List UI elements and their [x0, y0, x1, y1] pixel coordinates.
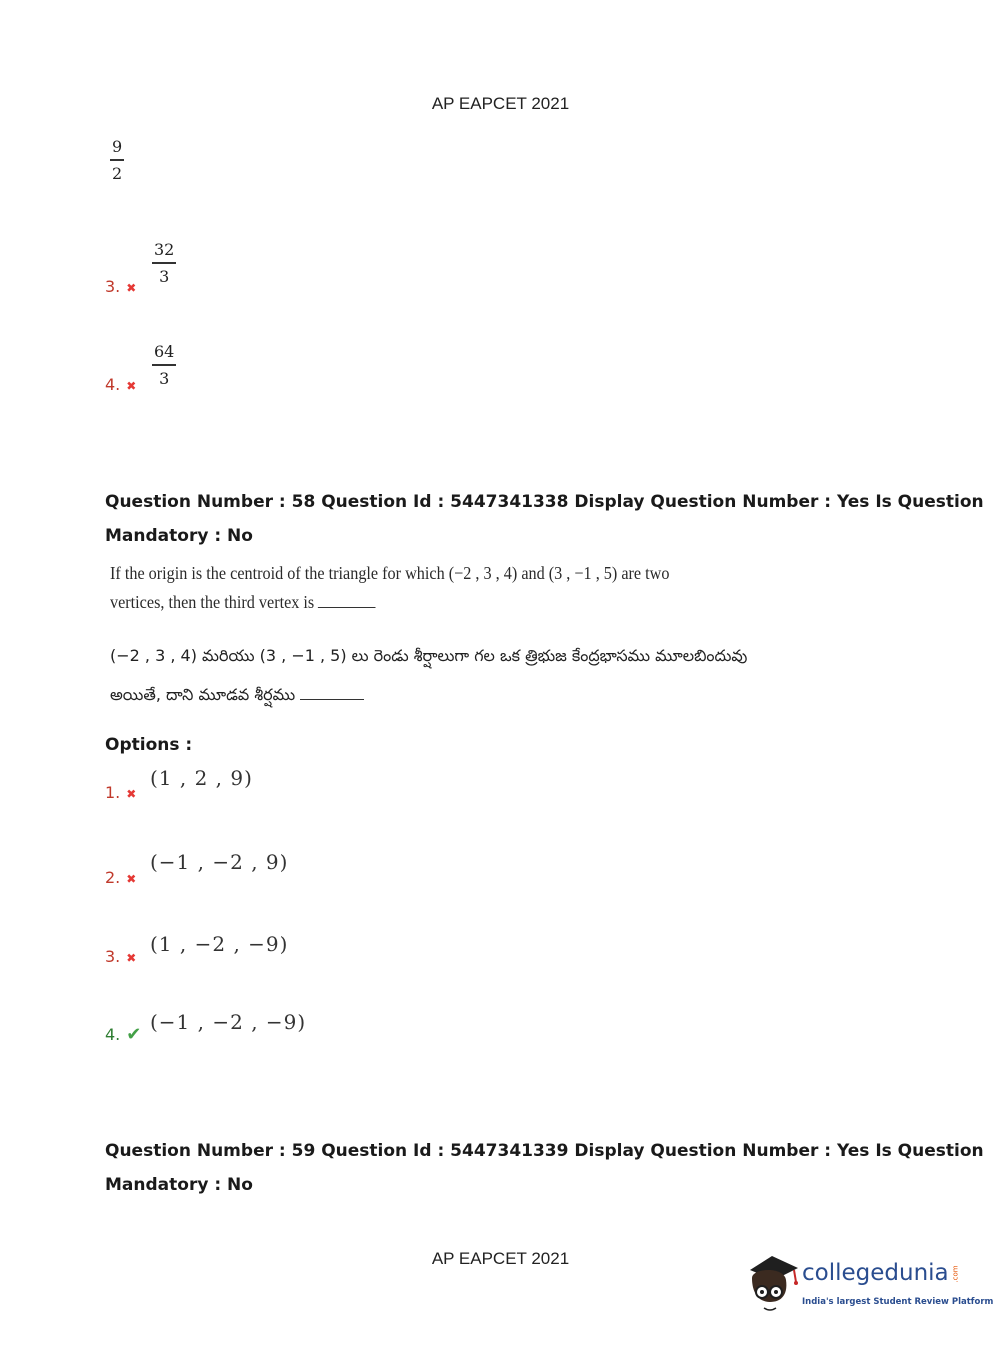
prev-option-3-number	[105, 277, 136, 296]
prev-option-4-number	[105, 375, 136, 394]
question-59-meta-line2: Mandatory : No	[105, 1175, 253, 1195]
page-header: AP EAPCET 2021	[431, 94, 570, 113]
english-line2-text: vertices, then the third vertex is	[110, 592, 315, 612]
options-label: Options :	[105, 735, 193, 755]
prev-option-4-fraction	[152, 342, 176, 388]
wrong-mark-icon: ✖	[126, 787, 137, 801]
fraction-numerator: 32	[154, 240, 175, 259]
logo-suffix: .com	[951, 1264, 960, 1283]
fraction-denominator: 3	[159, 369, 170, 388]
q58-option-1-value: (1 , 2 , 9)	[150, 766, 253, 790]
question-58-english-line1: If the origin is the centroid of the triangle for which (−2 , 3 , 4) and (3 , −1 , 5) are two	[110, 563, 670, 583]
question-58-meta-line2: Mandatory : No	[105, 526, 253, 546]
q58-option-2-value: (−1 , −2 , 9)	[150, 850, 289, 874]
q58-option-3-value: (1 , −2 , −9)	[150, 932, 289, 956]
wrong-mark-icon: ✖	[126, 281, 137, 295]
answer-blank	[300, 685, 364, 700]
q58-option-2-number	[105, 868, 136, 887]
option-number: 3.	[105, 277, 121, 296]
wrong-mark-icon: ✖	[126, 379, 137, 393]
collegedunia-logo	[742, 1250, 994, 1320]
logo-tagline: India's largest Student Review Platform	[802, 1297, 994, 1307]
fraction-denominator: 3	[159, 267, 170, 286]
wrong-mark-icon: ✖	[126, 872, 137, 886]
question-58-meta-line1: Question Number : 58 Question Id : 5447341338 Display Question Number : Yes Is Question	[105, 492, 984, 512]
logo-wordmark	[802, 1260, 964, 1286]
option-number: 1.	[105, 783, 121, 802]
q58-option-4-number	[105, 1024, 141, 1045]
prev-option-3-fraction	[152, 240, 176, 286]
fraction-numerator: 64	[154, 342, 175, 361]
option-number: 4.	[105, 375, 121, 394]
question-58-telugu-line2	[110, 685, 364, 708]
question-58-english-line2	[110, 592, 376, 613]
mascot-icon	[742, 1250, 802, 1320]
fraction-denominator: 2	[112, 164, 123, 183]
answer-blank	[318, 593, 376, 608]
fraction-option-top	[110, 137, 124, 183]
fraction-bar	[110, 159, 124, 161]
q58-option-3-number	[105, 947, 136, 966]
telugu-line2-text: అయితే, దాని మూడవ శీర్షము	[110, 685, 296, 704]
fraction-bar	[152, 364, 176, 366]
option-number: 3.	[105, 947, 121, 966]
wrong-mark-icon: ✖	[126, 951, 137, 965]
page-footer: AP EAPCET 2021	[431, 1249, 570, 1268]
logo-name-text: collegedunia	[802, 1260, 949, 1286]
check-mark-icon: ✔	[126, 1024, 142, 1045]
option-number: 2.	[105, 868, 121, 887]
question-59-meta-line1: Question Number : 59 Question Id : 5447341339 Display Question Number : Yes Is Question	[105, 1141, 984, 1161]
fraction-bar	[152, 262, 176, 264]
question-58-telugu-line1: (−2 , 3 , 4) మరియు (3 , −1 , 5) లు రెండు శీర్షాలుగా గల ఒక త్రిభుజ కేంద్రభాసము మూలబిందువు	[110, 646, 748, 665]
option-number: 4.	[105, 1025, 121, 1044]
fraction-numerator: 9	[112, 137, 123, 156]
q58-option-4-value: (−1 , −2 , −9)	[150, 1010, 307, 1034]
q58-option-1-number	[105, 783, 136, 802]
